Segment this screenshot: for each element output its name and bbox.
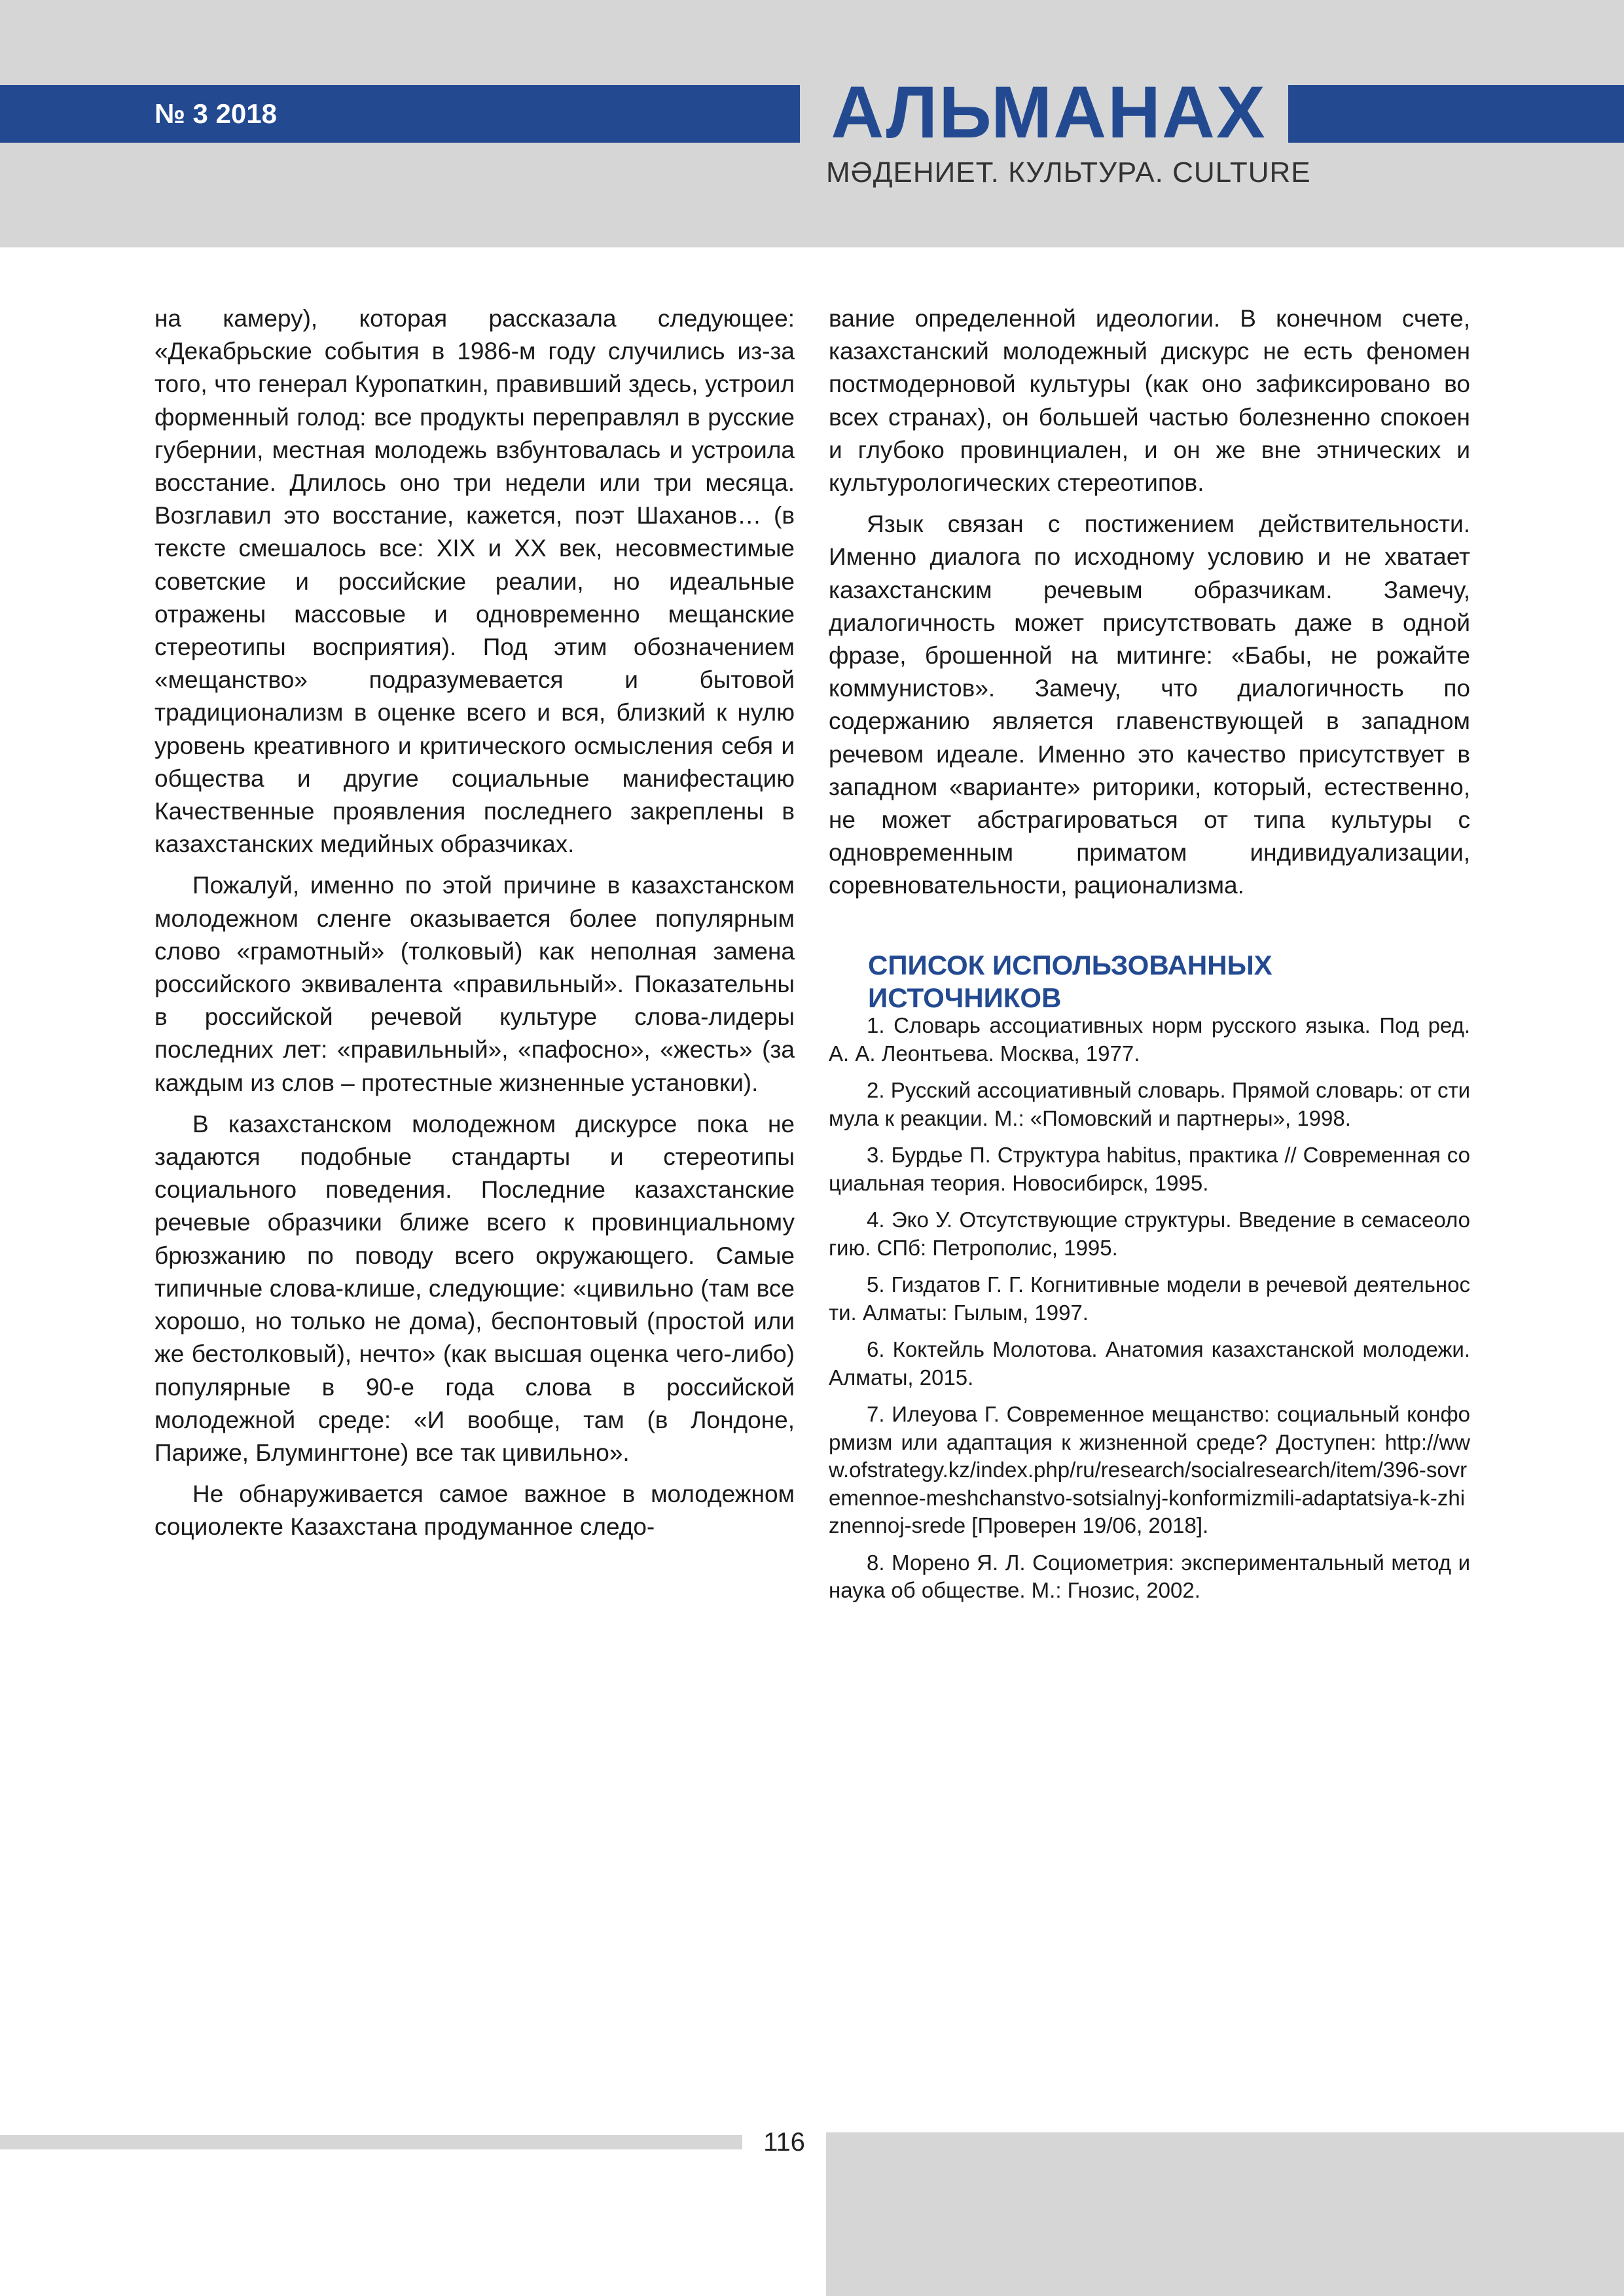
header-band-right <box>1288 85 1624 143</box>
references-heading: СПИСОК ИСПОЛЬЗОВАННЫХ ИСТОЧНИКОВ <box>868 950 1272 1013</box>
journal-subtitle: МӘДЕНИЕТ. КУЛЬТУРА. CULTURE <box>826 156 1311 188</box>
footer-line <box>0 2135 742 2149</box>
right-text-column <box>829 302 1470 911</box>
paragraph: Язык связан с постижением действительности. Именно диалога по исходному условию и не хватает казахстанским речевым образчикам. Замечу, диалогичность может присутствовать даже в одной фразе, брошенной на митинге: «Бабы, не рожайте коммунистов». Замечу, что диалогичность по содержанию является главенствующей в западном речевом идеале. Именно это качество присутствует в западном «варианте» риторики, который, естественно, не может абстрагироваться от типа культуры с одновременным приматом индивидуализации, соревновательности, рационализма. <box>829 511 1470 899</box>
reference-item: 5. Гиздатов Г. Г. Когнитивные модели в речевой деятельности. Алматы: Гылым, 1997. <box>829 1272 1470 1325</box>
issue-number: № 3 2018 <box>154 98 277 129</box>
reference-item: 7. Илеуова Г. Современное мещанство: социальный конформизм или адаптация к жизненной среде? Доступен: http://www.ofstrategy.kz/index.php/ru/research/socialresearch/item/396-sovremennoe-meshchanstvo-sotsialnyj-konformizmili-adaptatsiya-k-zhiznennoj-srede [Проверен 19/06, 2018]. <box>829 1402 1470 1537</box>
reference-item: 6. Коктейль Молотова. Анатомия казахстанской молодежи. Алматы, 2015. <box>829 1337 1470 1390</box>
header-band-left <box>0 85 800 143</box>
paragraph: на камеру), которая рассказала следующее: «Декабрьские события в 1986-м году случились из-за того, что генерал Куропаткин, правивший здесь, устроил форменный голод: все продукты переправлял в русские губернии, местная молодежь взбунтовалась и устроила восстание. Длилось оно три недели или три месяца. Возглавил это восстание, кажется, поэт Шаханов… (в тексте смешалось все: XIX и XX век, несовместимые советские и российские реалии, но идеальные отражены массовые и одновременно мещанские стереотипы восприятия). Под этим обозначением «мещанство» подразумевается и бытовой традиционализм в оценке всего и вся, близкий к нулю уровень креативного и критического осмысления себя и общества и другие социальные манифестацию Качественные проявления последнего закреплены в казахстанских медийных образчиках. <box>154 305 795 858</box>
paragraph: вание определенной идеологии. В конечном счете, казахстанский молодежный дискурс не есть феномен постмодерновой культуры (как оно зафиксировано во всех странах), он большей частью болезненно спокоен и глубоко провинциален, и он же вне этнических и культурологических стереотипов. <box>829 305 1470 497</box>
footer-block <box>826 2132 1624 2296</box>
left-text-column <box>154 302 795 1552</box>
paragraph: Пожалуй, именно по этой причине в казахстанском молодежном сленге оказывается более популярным слово «грамотный» (толковый) как неполная замена российского эквивалента «правильный». Показательны в российской речевой культуре слова-лидеры последних лет: «правильный», «пафосно», «жесть» (за каждым из слов – протестные жизненные установки). <box>154 872 795 1096</box>
journal-title: АЛЬМАНАХ <box>831 71 1267 153</box>
reference-item: 1. Словарь ассоциативных норм русского языка. Под ред. А. А. Леонтьева. Москва, 1977. <box>829 1013 1470 1066</box>
paragraph: В казахстанском молодежном дискурсе пока не задаются подобные стандарты и стереотипы социального поведения. Последние казахстанские речевые образчики ближе всего к провинциальному брюзжанию по поводу всего окружающего. Самые типичные слова-клише, следующие: «цивильно (там все хорошо, но только не дома), беспонтовый (простой или же бестолковый), нечто» (как высшая оценка чего-либо) популярные в 90-е года слова в российской молодежной среде: «И вообще, там (в Лондоне, Париже, Блумингтоне) все так цивильно». <box>154 1110 795 1466</box>
references-list <box>829 1012 1470 1614</box>
reference-item: 2. Русский ассоциативный словарь. Прямой словарь: от стимула к реакции. М.: «Помовский и партнеры», 1998. <box>829 1078 1470 1130</box>
paragraph: Не обнаруживается самое важное в молодежном социолекте Казахстана продуманное следо- <box>154 1480 795 1541</box>
reference-item: 4. Эко У. Отсутствующие структуры. Введение в семасеологию. СПб: Петрополис, 1995. <box>829 1208 1470 1260</box>
reference-item: 8. Морено Я. Л. Социометрия: экспериментальный метод и наука об обществе. М.: Гнозис, 2002. <box>829 1550 1470 1602</box>
page-number: 116 <box>763 2128 805 2157</box>
reference-item: 3. Бурдье П. Структура habitus, практика // Современная социальная теория. Новосибирск, 1995. <box>829 1143 1470 1195</box>
